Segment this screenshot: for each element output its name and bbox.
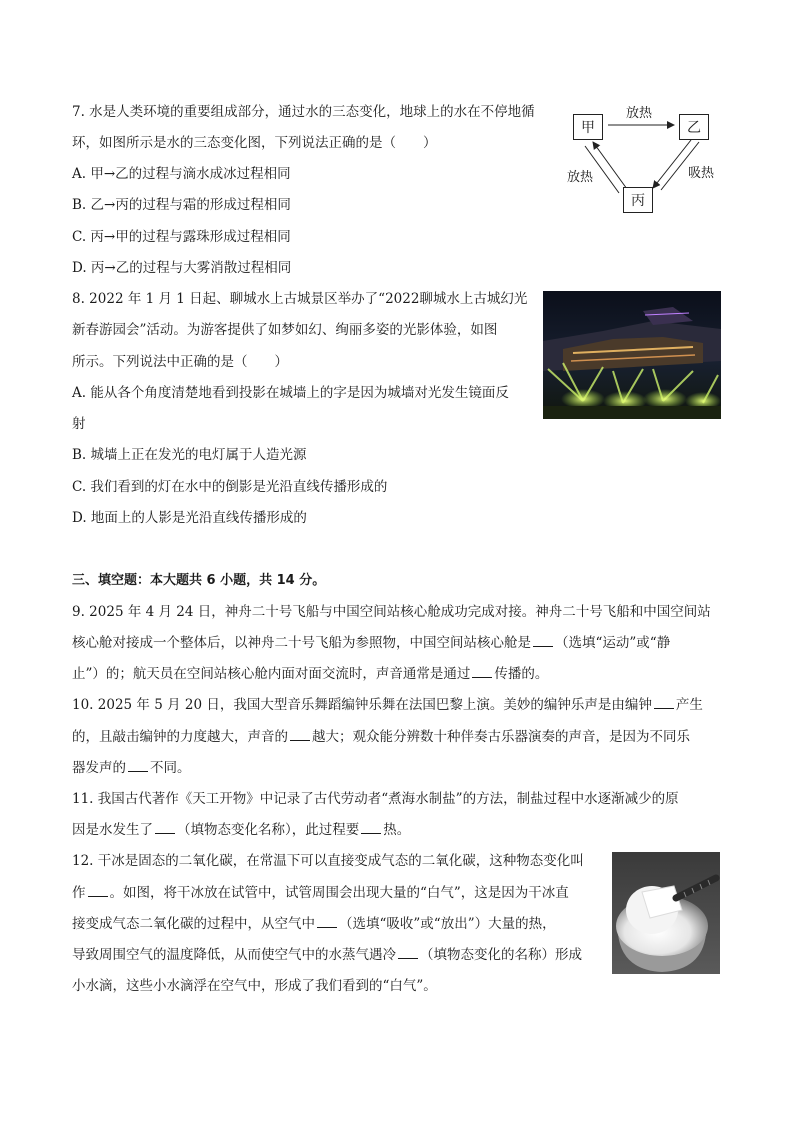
q7-stem-line-2: 环，如图所示是水的三态变化图，下列说法正确的是（ ） [72,135,437,151]
q10-line-1 [72,695,703,715]
q12-line-5: 小水滴，这些小水滴浮在空气中，形成了我们看到的“白气”。 [72,978,437,994]
q12-line-4-text-a: 导致周围空气的温度降低，从而使空气中的水蒸气遇冷 [72,947,396,963]
q12-line-2-text-b: 。如图，将干冰放在试管中，试管周围会出现大量的“白气”，这是因为干冰直 [109,885,569,901]
q8-option-c: C. 我们看到的灯在水中的倒影是光沿直线传播形成的 [72,479,388,495]
q7-option-c: C. 丙→甲的过程与露珠形成过程相同 [72,229,291,245]
answer-blank[interactable] [88,884,108,897]
section-heading: 三、填空题：本大题共 6 小题，共 14 分。 [72,573,326,588]
answer-blank[interactable] [533,634,553,647]
edge-label-top: 放热 [626,106,653,121]
node-yi: 乙 [679,114,709,140]
answer-blank[interactable] [654,696,674,709]
answer-blank[interactable] [128,759,148,772]
q12-line-1: 12. 干冰是固态的二氧化碳，在常温下可以直接变成气态的二氧化碳，这种物态变化叫 [72,853,584,869]
answer-blank[interactable] [317,915,337,928]
arrow-c-to-a [593,142,627,189]
q11-line-2-text-b: （填物态变化名称），此过程要 [177,822,360,838]
q11-line-1: 11. 我国古代著作《天工开物》中记录了古代劳动者“煮海水制盐”的方法，制盐过程中水逐渐减少的原 [72,791,679,807]
q10-line-2-text-a: 的，且敲击编钟的力度越大，声音的 [72,729,288,745]
q12-line-4-text-b: （填物态变化的名称）形成 [420,947,582,963]
answer-blank[interactable] [155,821,175,834]
q8-option-a: A. 能从各个角度清楚地看到投影在城墙上的字是因为城墙对光发生镜面反 [72,385,509,401]
q7-stem-line-1: 7. 水是人类环境的重要组成部分，通过水的三态变化，地球上的水在不停地循 [72,104,535,120]
q9-line-3 [72,664,548,684]
q8-option-b: B. 城墙上正在发光的电灯属于人造光源 [72,447,307,463]
edge-label-right: 吸热 [688,166,715,181]
q11-line-2-text-c: 热。 [383,822,411,838]
answer-blank[interactable] [472,665,492,678]
edge-label-left: 放热 [567,170,594,185]
q10-line-3-text-b: 不同。 [150,760,191,776]
q10-line-3-text-a: 器发声的 [72,760,126,776]
q12-line-3-text-a: 接变成气态二氧化碳的过程中，从空气中 [72,916,315,932]
dry-ice-photo [612,852,720,974]
q8-option-a-cont: 射 [72,416,86,432]
q7-option-d: D. 丙→乙的过程与大雾消散过程相同 [72,260,292,276]
q11-line-2 [72,820,410,840]
q9-line-2 [72,633,670,653]
q10-line-1-text-b: 产生 [675,697,703,713]
answer-blank[interactable] [398,946,418,959]
q9-line-3-text-b: 传播的。 [494,666,549,682]
q12-line-4 [72,945,582,965]
q8-stem-line-3: 所示。下列说法中正确的是（ ） [72,354,288,370]
node-jia: 甲 [573,114,603,140]
q7-option-b: B. 乙→丙的过程与霜的形成过程相同 [72,197,291,213]
q10-line-3 [72,758,191,778]
q12-line-2-text-a: 作 [72,885,86,901]
q9-line-2-text-a: 核心舱对接成一个整体后，以神舟二十号飞船为参照物，中国空间站核心舱是 [72,635,531,651]
answer-blank[interactable] [290,728,310,741]
q8-option-d: D. 地面上的人影是光沿直线传播形成的 [72,510,307,526]
q11-line-2-text-a: 因是水发生了 [72,822,153,838]
q10-line-2 [72,727,690,747]
state-change-diagram [560,98,740,218]
answer-blank[interactable] [361,821,381,834]
night-light-show-photo [543,291,721,419]
q7-option-a: A. 甲→乙的过程与滴水成冰过程相同 [72,166,291,182]
q9-line-1: 9. 2025 年 4 月 24 日，神舟二十号飞船与中国空间站核心舱成功完成对接。神舟二十号飞船和中国空间站 [72,604,711,620]
arrow-b-to-c [653,140,691,188]
q8-stem-line-1: 8. 2022 年 1 月 1 日起、聊城水上古城景区举办了“2022聊城水上古城幻光 [72,291,528,307]
q12-line-2 [72,883,569,903]
q12-line-3 [72,914,556,934]
q12-line-3-text-b: （选填“吸收”或“放出”）大量的热， [339,916,556,932]
q10-line-1-text-a: 10. 2025 年 5 月 20 日，我国大型音乐舞蹈编钟乐舞在法国巴黎上演。美妙的编钟乐声是由编钟 [72,697,652,713]
q9-line-2-text-b: （选填“运动”或“静 [555,635,671,651]
q10-line-2-text-b: 越大；观众能分辨数十种伴奏古乐器演奏的声音，是因为不同乐 [312,729,690,745]
node-bing: 丙 [623,187,653,213]
q8-stem-line-2: 新春游园会”活动。为游客提供了如梦如幻、绚丽多姿的光影体验，如图 [72,322,498,338]
q9-line-3-text-a: 止”）的；航天员在空间站核心舱内面对面交流时，声音通常是通过 [72,666,471,682]
